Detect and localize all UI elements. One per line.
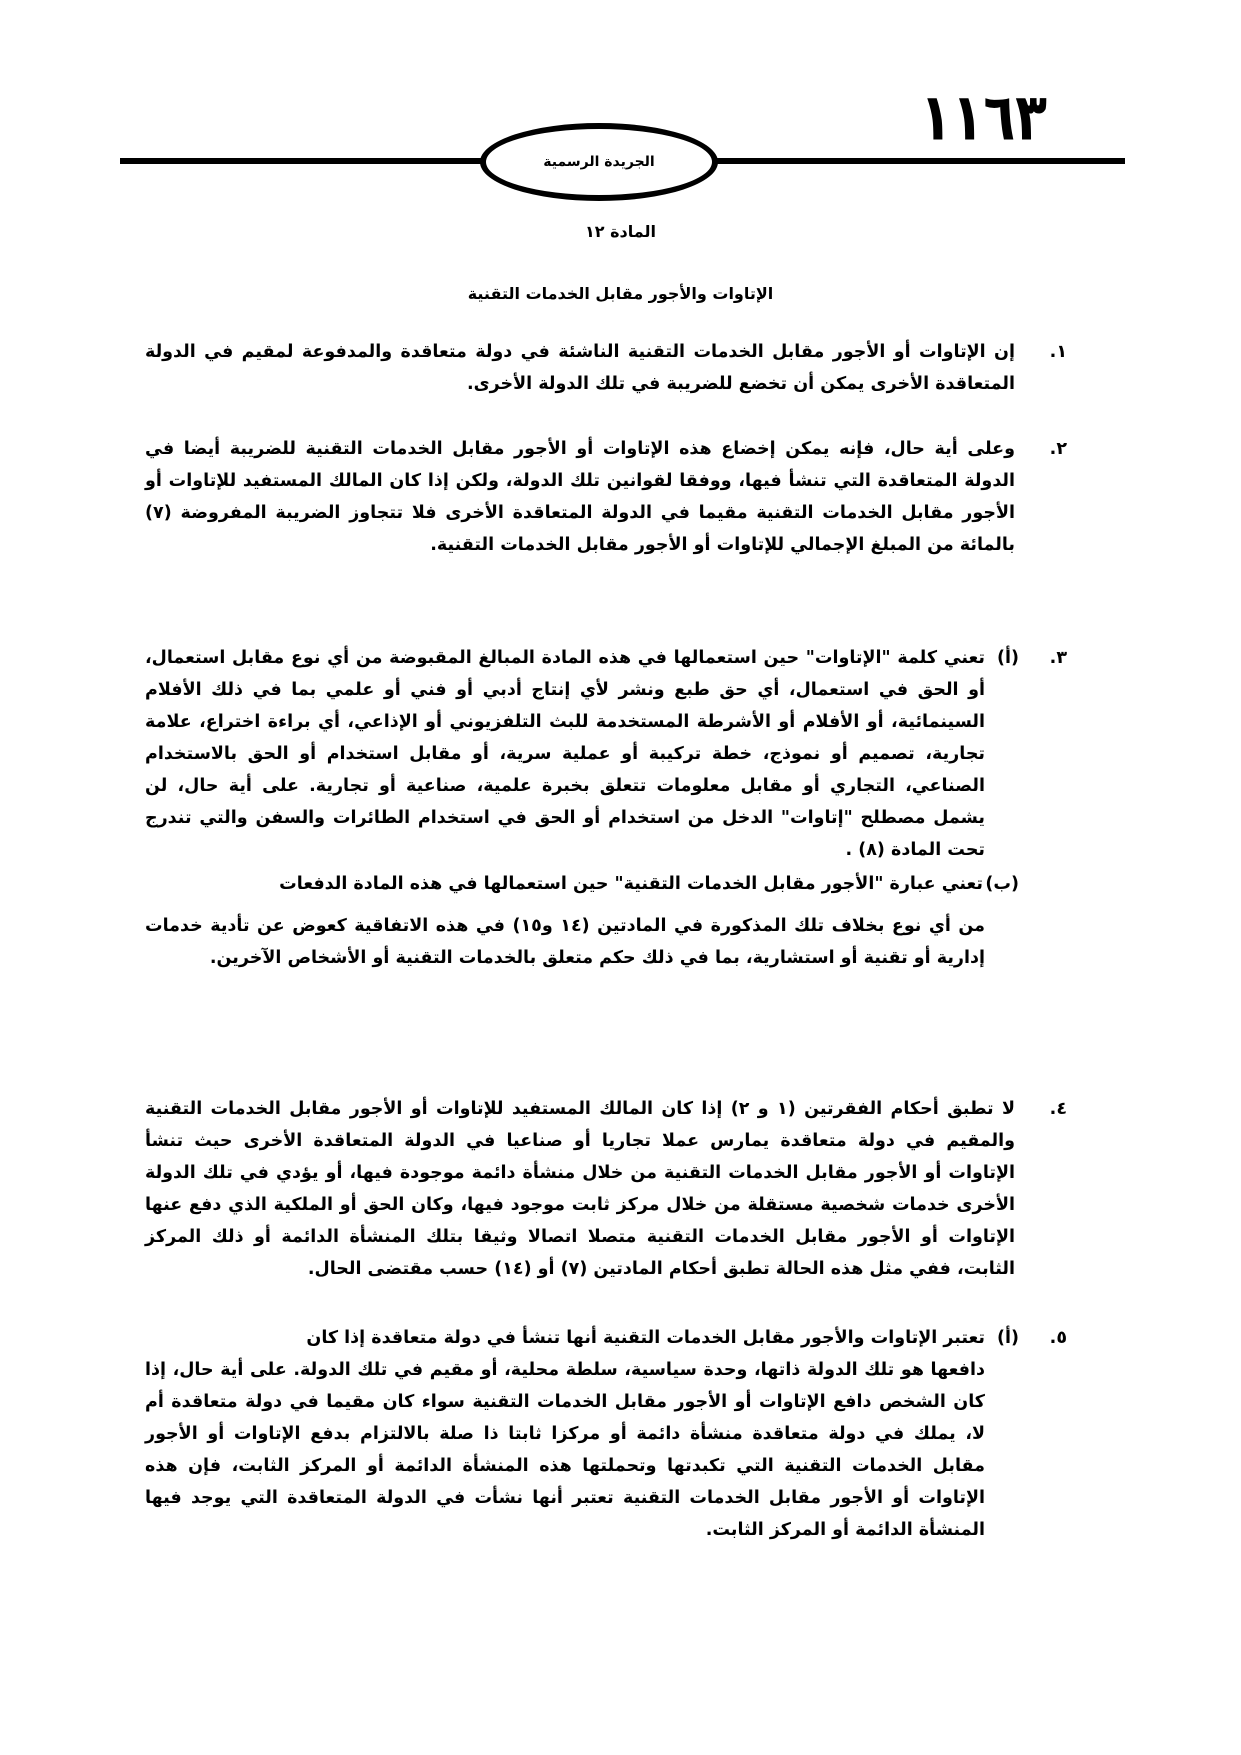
subparagraph-label: (ب)	[985, 874, 1019, 894]
paragraph-number: ٥.	[1049, 1328, 1067, 1348]
paragraph-1	[145, 336, 1067, 400]
gazette-oval-badge	[480, 123, 718, 201]
article-number: المادة ١٢	[585, 222, 656, 241]
subparagraph-text: من أي نوع بخلاف تلك المذكورة في المادتين (١٤ و١٥) في هذه الاتفاقية كعوض عن تأدية خدمات إدارية أو تقنية أو استشارية، بما في ذلك حكم متعلق بالخدمات التقنية أو الأشخاص الآخرين.	[145, 916, 985, 968]
paragraph-text: إن الإتاوات أو الأجور مقابل الخدمات التقنية الناشئة في دولة متعاقدة والمدفوعة لمقيم في الدولة المتعاقدة الأخرى يمكن أن تخضع للضريبة في تلك الدولة الأخرى.	[145, 342, 1015, 394]
paragraph-4	[145, 1093, 1067, 1285]
subparagraph-label: (أ)	[997, 648, 1019, 668]
subparagraph-label: (أ)	[997, 1328, 1019, 1348]
paragraph-number: ١.	[1049, 342, 1067, 362]
paragraph-number: ٤.	[1049, 1099, 1067, 1119]
paragraph-text: وعلى أية حال، فإنه يمكن إخضاع هذه الإتاوات أو الأجور مقابل الخدمات التقنية للضريبة أيضا في الدولة المتعاقدة التي تنشأ فيها، ووفقا لقوانين تلك الدولة، ولكن إذا كان المالك المستفيد للإتاوات أو الأجور مقابل الخدمات التقنية مقيما في الدولة المتعاقدة الأخرى فلا تتجاوز الضريبة المفروضة (٧) بالمائة من المبلغ الإجمالي للإتاوات أو الأجور مقابل الخدمات التقنية.	[145, 439, 1015, 555]
subparagraph-text: تعني كلمة "الإتاوات" حين استعمالها في هذه المادة المبالغ المقبوضة من أي نوع مقابل استعمال، أو الحق في استعمال، أي حق طبع ونشر لأي إنتاج أدبي أو فني أو علمي بما في ذلك الأفلام السينمائية، أو الأفلام أو الأشرطة المستخدمة للبث التلفزيوني أو الإذاعي، أي براءة اختراع، علامة تجارية، تصميم أو نموذج، خطة تركيبة أو عملية سرية، أو مقابل استخدام أو الحق بالاستخدام الصناعي، التجاري أو مقابل معلومات تتعلق بخبرة علمية، صناعية أو تجارية. على أية حال، لن يشمل مصطلح "إتاوات" الدخل من استخدام أو الحق في استخدام الطائرات والسفن والتي تندرج تحت المادة (٨) .	[145, 648, 985, 860]
subparagraph-text: دافعها هو تلك الدولة ذاتها، وحدة سياسية، سلطة محلية، أو مقيم في تلك الدولة. على أية حال، إذا كان الشخص دافع الإتاوات أو الأجور مقابل الخدمات التقنية سواء كان مقيما في دولة متعاقدة أم لا، يملك في دولة متعاقدة منشأة دائمة أو مركزا ثابتا ذا صلة بالالتزام بدفع الإتاوات أو الأجور مقابل الخدمات التقنية التي تكبدتها وتحملتها هذه المنشأة الدائمة أو المركز الثابت، فإن هذه الإتاوات أو الأجور مقابل الخدمات التقنية تعتبر أنها نشأت في الدولة المتعاقدة التي يوجد فيها المنشأة الدائمة أو المركز الثابت.	[145, 1360, 985, 1540]
gazette-label: الجريدة الرسمية	[543, 154, 655, 170]
article-title: الإتاوات والأجور مقابل الخدمات التقنية	[467, 284, 774, 303]
paragraph-number: ٣.	[1049, 648, 1067, 668]
subparagraph-a	[145, 642, 1019, 866]
page-number: ١١٦٣	[920, 80, 1047, 156]
subparagraph-first-line: تعتبر الإتاوات والأجور مقابل الخدمات التقنية أنها تنشأ في دولة متعاقدة إذا كان	[306, 1328, 985, 1348]
paragraph-text: لا تطبق أحكام الفقرتين (١ و ٢) إذا كان المالك المستفيد للإتاوات أو الأجور مقابل الخدمات التقنية والمقيم في دولة متعاقدة يمارس عملا تجاريا أو صناعيا في الدولة المتعاقدة الأخرى حيث تنشأ الإتاوات أو الأجور مقابل الخدمات التقنية من خلال منشأة دائمة موجودة فيها، أو يؤدي في تلك الدولة الأخرى خدمات شخصية مستقلة من خلال مركز ثابت موجود فيها، وكان الحق أو الملكية الذي دفع عنها الإتاوات أو الأجور مقابل الخدمات التقنية متصلا اتصالا وثيقا بتلك المنشأة الدائمة أو ذلك المركز الثابت، ففي مثل هذه الحالة تطبق أحكام المادتين (٧) أو (١٤) حسب مقتضى الحال.	[145, 1099, 1015, 1279]
paragraph-number: ٢.	[1049, 439, 1067, 459]
paragraph-3	[145, 642, 1067, 974]
subparagraph-b	[145, 868, 1019, 974]
paragraph-5	[145, 1322, 1067, 1546]
subparagraph-first-line: تعني عبارة "الأجور مقابل الخدمات التقنية" حين استعمالها في هذه المادة الدفعات	[279, 874, 983, 894]
paragraph-2	[145, 433, 1067, 561]
subparagraph-a	[145, 1322, 1019, 1546]
